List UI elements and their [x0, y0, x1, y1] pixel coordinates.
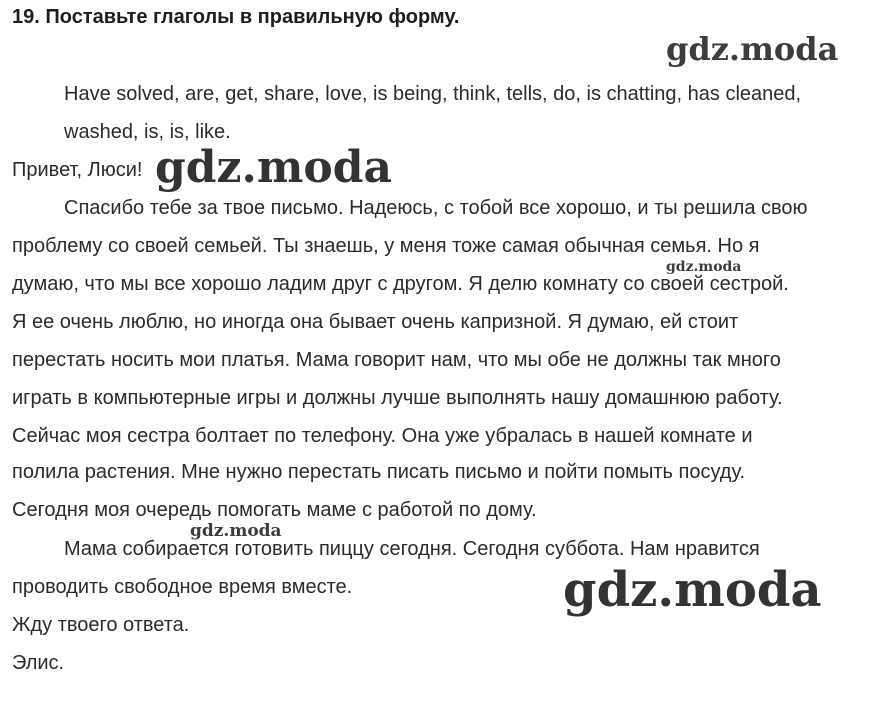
letter-closing: Жду твоего ответа.: [12, 614, 190, 636]
paragraph2-line-2: проводить свободное время вместе.: [12, 576, 353, 598]
watermark-logo: gdz.moda: [666, 30, 839, 68]
watermark-logo: gdz.moda: [155, 142, 393, 193]
watermark-logo: gdz.moda: [563, 562, 822, 618]
watermark-logo: gdz.moda: [190, 521, 282, 541]
paragraph2-line-1: Мама собирается готовить пиццу сегодня. Сегодня суббота. Нам нравится: [64, 538, 760, 560]
answer-line-2: washed, is, is, like.: [64, 121, 231, 143]
paragraph1-line-8: полила растения. Мне нужно перестать писать письмо и пойти помыть посуду.: [12, 461, 746, 483]
answer-line-1: Have solved, are, get, share, love, is being, think, tells, do, is chatting, has cleaned,: [64, 83, 802, 105]
paragraph1-line-5: перестать носить мои платья. Мама говорит нам, что мы обе не должны так много: [12, 349, 781, 371]
paragraph1-line-4: Я ее очень люблю, но иногда она бывает очень капризной. Я думаю, ей стоит: [12, 311, 739, 333]
paragraph1-line-6: играть в компьютерные игры и должны лучше выполнять нашу домашнюю работу.: [12, 387, 783, 409]
paragraph1-line-1: Спасибо тебе за твое письмо. Надеюсь, с тобой все хорошо, и ты решила свою: [64, 197, 808, 219]
letter-greeting: Привет, Люси!: [12, 159, 143, 181]
paragraph1-line-2: проблему со своей семьей. Ты знаешь, у меня тоже самая обычная семья. Но я: [12, 235, 760, 257]
letter-signature: Элис.: [12, 652, 65, 674]
watermark-logo: gdz.moda: [666, 259, 742, 275]
exercise-title: 19. Поставьте глаголы в правильную форму.: [12, 6, 460, 28]
paragraph1-line-7: Сейчас моя сестра болтает по телефону. Она уже убралась в нашей комнате и: [12, 425, 753, 447]
paragraph1-line-3: думаю, что мы все хорошо ладим друг с другом. Я делю комнату со своей сестрой.: [12, 273, 789, 295]
paragraph1-line-9: Сегодня моя очередь помогать маме с работой по дому.: [12, 499, 537, 521]
